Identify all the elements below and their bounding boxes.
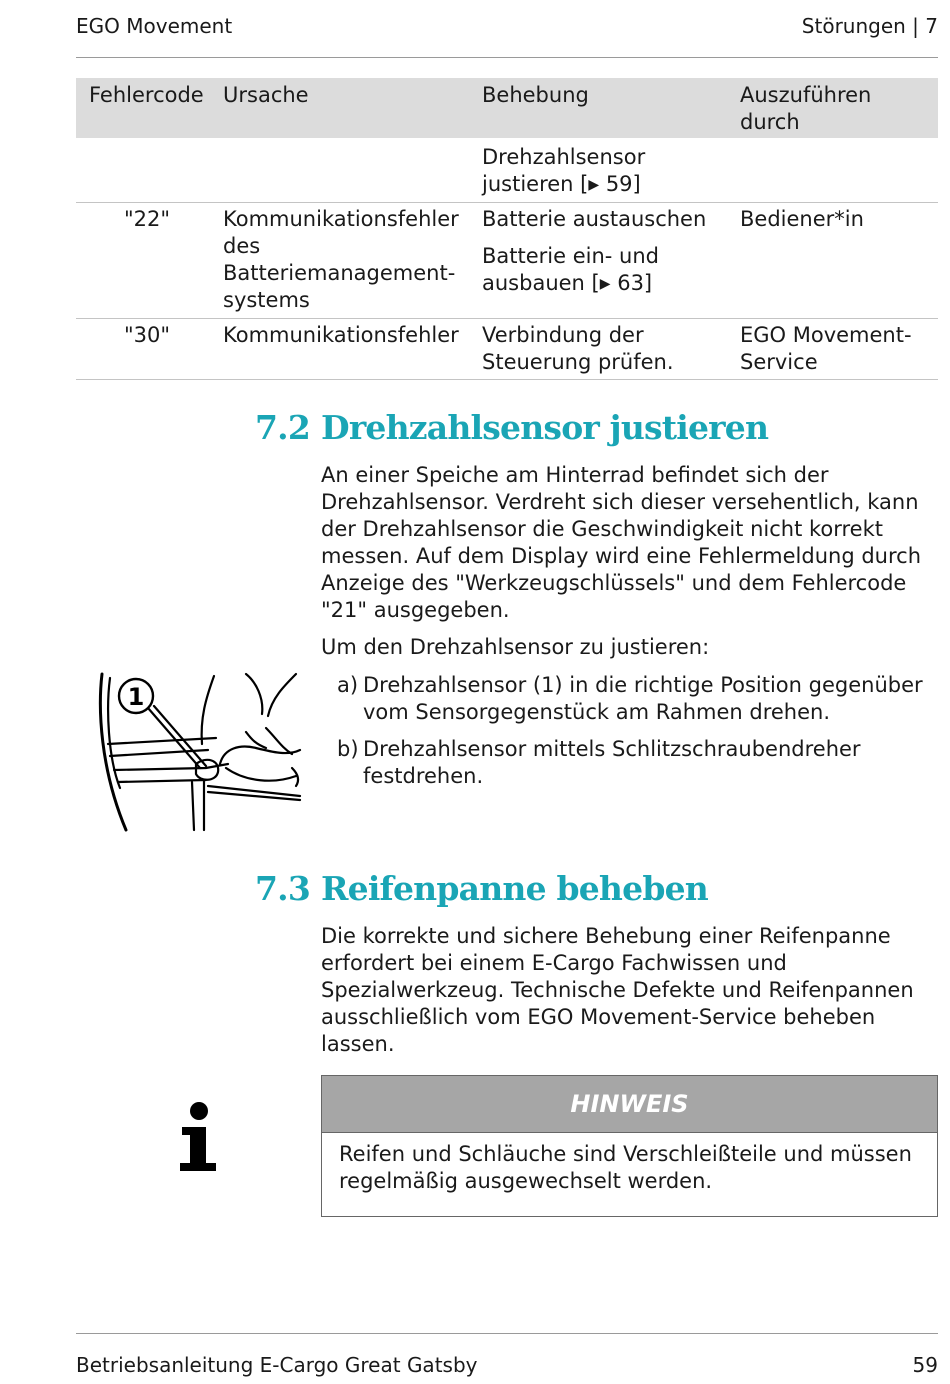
sensor-adjustment-figure xyxy=(96,668,304,834)
column-header-code: Fehlercode xyxy=(89,83,204,107)
section-title: Drehzahlsensor justieren xyxy=(321,408,769,447)
section-paragraph: An einer Speiche am Hinterrad befindet sich der Drehzahlsensor. Verdreht sich dieser versehentlich, kann der Drehzahlsensor die Geschwindigkeit nicht korrekt messen. Auf dem Display wird eine Fehlermeldung durch Anzeige des "Werkzeugschlüssels" und dem Fehlercode "21" ausgegeben. xyxy=(321,463,921,622)
link-page-ref: 59] xyxy=(605,172,641,196)
step-text: Drehzahlsensor (1) in die richtige Position gegenüber vom Sensorgegenstück am Rahmen drehen. xyxy=(363,673,923,724)
error-cause: Kommunikationsfehler xyxy=(223,323,459,347)
column-header-by-line2: durch xyxy=(740,110,800,134)
battery-link[interactable] xyxy=(482,243,659,298)
link-line2: justieren [ xyxy=(482,172,589,196)
link-line1: Drehzahlsensor xyxy=(482,145,646,169)
running-header-right: Störungen | 7 xyxy=(801,14,938,38)
cause-line: systems xyxy=(223,288,310,312)
error-code: "22" xyxy=(124,207,171,231)
notice-box xyxy=(321,1075,938,1217)
column-header-cause: Ursache xyxy=(223,83,309,107)
page-number: 59 xyxy=(912,1353,938,1377)
responsible-party xyxy=(740,322,912,376)
step-text: Drehzahlsensor mittels Schlitzschraubendreher festdrehen. xyxy=(363,737,861,788)
link-page-ref: 63] xyxy=(617,271,653,295)
cause-line: des xyxy=(223,234,261,258)
error-fix xyxy=(482,322,674,376)
error-fix: Batterie austauschen xyxy=(482,207,707,231)
column-header-fix: Behebung xyxy=(482,83,589,107)
by-line: Service xyxy=(740,350,818,374)
row-divider xyxy=(76,379,938,380)
continuation-link[interactable] xyxy=(482,144,645,199)
cause-line: Kommunikationsfehler xyxy=(223,207,459,231)
notice-label: HINWEIS xyxy=(322,1076,937,1133)
column-header-by xyxy=(740,82,871,136)
footer-title: Betriebsanleitung E-Cargo Great Gatsby xyxy=(76,1353,478,1377)
footer-rule xyxy=(76,1333,938,1334)
section-paragraph: Die korrekte und sichere Behebung einer Reifenpanne erfordert bei einem E-Cargo Fachwissen und Spezialwerkzeug. Technische Defekte und Reifenpannen ausschließlich vom EGO Movement-Service beheben lassen. xyxy=(321,924,914,1056)
row-divider xyxy=(76,202,938,203)
by-line: EGO Movement- xyxy=(740,323,912,347)
figure-callout-number: 1 xyxy=(127,683,145,711)
running-header-left: EGO Movement xyxy=(76,14,233,38)
header-rule xyxy=(76,57,938,58)
responsible-party: Bediener*in xyxy=(740,207,864,231)
link-line2: ausbauen [ xyxy=(482,271,600,295)
fix-line: Steuerung prüfen. xyxy=(482,350,674,374)
error-cause xyxy=(223,206,459,314)
cause-line: Batteriemanagement- xyxy=(223,261,456,285)
step-marker: a) xyxy=(337,673,359,697)
notice-text: Reifen und Schläuche sind Verschleißteile und müssen regelmäßig ausgewechselt werden. xyxy=(339,1142,912,1193)
info-icon xyxy=(178,1101,218,1173)
link-line1: Batterie ein- und xyxy=(482,244,659,268)
step-marker: b) xyxy=(337,737,359,761)
section-number: 7.3 xyxy=(255,869,311,908)
instruction-intro: Um den Drehzahlsensor zu justieren: xyxy=(321,635,710,659)
column-header-by-line1: Auszuführen xyxy=(740,83,872,107)
section-number: 7.2 xyxy=(255,408,311,447)
error-code: "30" xyxy=(124,323,171,347)
page-ref-arrow-icon: ▶ xyxy=(599,276,611,292)
fix-line: Verbindung der xyxy=(482,323,644,347)
page-ref-arrow-icon: ▶ xyxy=(588,177,600,193)
row-divider xyxy=(76,318,938,319)
section-title: Reifenpanne beheben xyxy=(321,869,708,908)
